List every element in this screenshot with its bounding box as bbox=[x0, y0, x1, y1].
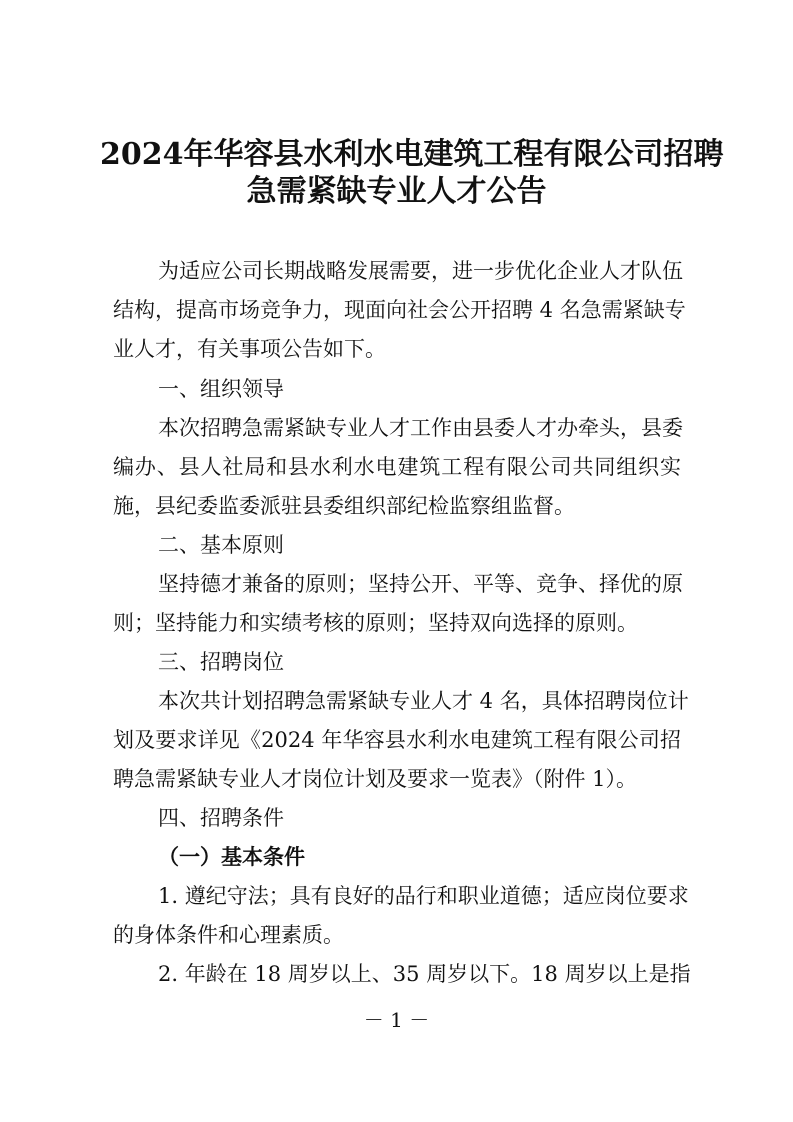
document-title-line-1: 2024年华容县水利水电建筑工程有限公司招聘 bbox=[100, 137, 724, 172]
section-2-line-2: 则；坚持能力和实绩考核的原则；坚持双向选择的原则。 bbox=[113, 611, 638, 635]
section-3-line-3: 聘急需紧缺专业人才岗位计划及要求一览表》（附件 1）。 bbox=[113, 767, 638, 791]
section-3-line-2: 划及要求详见《2024 年华容县水利水电建筑工程有限公司招 bbox=[113, 728, 681, 752]
section-1-line-1: 本次招聘急需紧缺专业人才工作由县委人才办牵头，县委 bbox=[158, 416, 683, 440]
document-title-line-2: 急需紧缺专业人才公告 bbox=[246, 174, 547, 209]
section-4-subheading: （一）基本条件 bbox=[158, 845, 305, 869]
section-4-line-3: 2. 年龄在 18 周岁以上、35 周岁以下。18 周岁以上是指 bbox=[158, 962, 691, 986]
section-1-heading: 一、组织领导 bbox=[158, 377, 284, 401]
section-2-line-1: 坚持德才兼备的原则；坚持公开、平等、竞争、择优的原 bbox=[158, 572, 683, 596]
section-2-heading: 二、基本原则 bbox=[158, 533, 284, 557]
section-4-line-1: 1. 遵纪守法；具有良好的品行和职业道德；适应岗位要求 bbox=[158, 884, 689, 908]
intro-line-3: 业人才，有关事项公告如下。 bbox=[113, 337, 386, 361]
section-3-line-1: 本次共计划招聘急需紧缺专业人才 4 名，具体招聘岗位计 bbox=[158, 689, 689, 713]
section-4-line-2: 的身体条件和心理素质。 bbox=[113, 923, 344, 947]
intro-line-1: 为适应公司长期战略发展需要，进一步优化企业人才队伍 bbox=[158, 259, 683, 283]
section-4-heading: 四、招聘条件 bbox=[158, 806, 284, 830]
intro-line-2: 结构，提高市场竞争力，现面向社会公开招聘 4 名急需紧缺专 bbox=[113, 298, 686, 322]
section-3-heading: 三、招聘岗位 bbox=[158, 650, 284, 674]
section-1-line-2: 编办、县人社局和县水利水电建筑工程有限公司共同组织实 bbox=[113, 455, 681, 479]
section-1-line-3: 施，县纪委监委派驻县委组织部纪检监察组监督。 bbox=[113, 494, 575, 518]
page-number: － 1 － bbox=[363, 1008, 430, 1032]
